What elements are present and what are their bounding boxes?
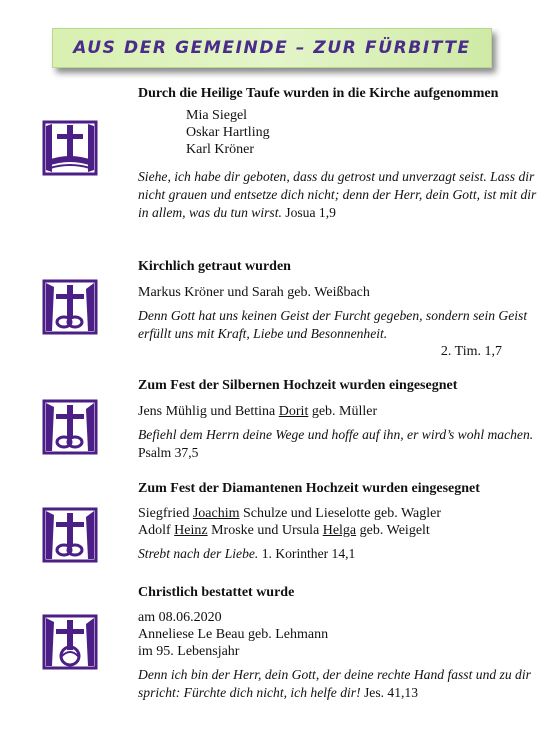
funeral-verse-ref: Jes. 41,13 <box>364 685 419 700</box>
silver-verse: Befiehl dem Herrn deine Wege und hoffe auf ihn, er wird’s wohl machen. <box>138 427 534 442</box>
wedding-verse <box>138 307 538 343</box>
diamond-verse-ref: 1. Korinther 14,1 <box>261 546 356 561</box>
diamond-verse: Strebt nach der Liebe. <box>138 546 259 561</box>
page-title: AUS DER GEMEINDE – ZUR FÜRBITTE <box>73 38 471 58</box>
funeral-verse: Denn ich bin der Herr, dein Gott, der deine rechte Hand fasst und zu dir spricht: Fürchte dich nicht, ich helfe dir! <box>138 667 531 700</box>
diamond-couple-1 <box>138 505 538 522</box>
diamond-callname: Helga <box>322 523 357 538</box>
baptism-icon <box>40 118 100 178</box>
funeral-section <box>138 584 538 702</box>
funeral-age: im 95. Lebensjahr <box>138 644 240 659</box>
header-banner <box>52 28 492 68</box>
silver-couple-text: geb. Müller <box>308 404 378 419</box>
funeral-date: am 08.06.2020 <box>138 610 222 625</box>
funeral-cross-icon <box>40 612 100 672</box>
wedding-rings-cross-icon <box>40 277 100 337</box>
silver-couple <box>138 403 538 420</box>
baptism-verse: Siehe, ich habe dir geboten, dass du getrost und unverzagt seist. Lass dir nicht grauen und entsetze dich nicht; denn der Herr, dein Gott, ist mit dir in allem, was du tun wirst. <box>138 169 537 220</box>
baptism-name: Mia Siegel <box>186 108 248 123</box>
silver-wedding-icon <box>40 397 100 457</box>
diamond-wedding-section <box>138 480 538 563</box>
diamond-wedding-icon <box>40 505 100 565</box>
funeral-verse-block <box>138 666 538 702</box>
baptism-name: Oskar Hartling <box>186 125 270 140</box>
diamond-couple-text: geb. Weigelt <box>356 523 430 538</box>
silver-heading: Zum Fest der Silbernen Hochzeit wurden eingesegnet <box>138 378 458 393</box>
wedding-verse-ref: 2. Tim. 1,7 <box>440 344 502 359</box>
silver-couple-text: Jens Mühlig und Bettina <box>138 404 279 419</box>
baptism-name: Karl Kröner <box>186 142 255 157</box>
funeral-name: Anneliese Le Beau geb. Lehmann <box>138 627 329 642</box>
wedding-verse-text: Denn Gott hat uns keinen Geist der Furcht gegeben, sondern sein Geist erfüllt uns mit Kraft, Liebe und Besonnenheit. <box>138 308 528 341</box>
baptism-heading: Durch die Heilige Taufe wurden in die Kirche aufgenommen <box>138 86 499 101</box>
wedding-section <box>138 258 538 360</box>
diamond-callname: Heinz <box>174 523 208 538</box>
silver-verse-block <box>138 426 538 462</box>
diamond-callname: Joachim <box>192 506 240 521</box>
baptism-section <box>138 85 538 222</box>
diamond-heading: Zum Fest der Diamantenen Hochzeit wurden eingesegnet <box>138 481 480 496</box>
diamond-verse-block <box>138 545 538 563</box>
wedding-couple: Markus Kröner und Sarah geb. Weißbach <box>138 285 370 300</box>
silver-verse-ref: Psalm 37,5 <box>138 445 199 460</box>
diamond-couple-text: Siegfried <box>138 506 193 521</box>
diamond-couple-text: Schulze und Lieselotte geb. Wagler <box>239 506 442 521</box>
wedding-heading: Kirchlich getraut wurden <box>138 259 291 274</box>
diamond-couple-2 <box>138 522 538 539</box>
baptism-verse-ref: Josua 1,9 <box>285 205 336 220</box>
funeral-heading: Christlich bestattet wurde <box>138 585 295 600</box>
silver-wedding-section <box>138 377 538 462</box>
baptism-names <box>138 107 538 158</box>
baptism-verse-block <box>138 168 538 222</box>
diamond-couple-text: Adolf <box>138 523 175 538</box>
silver-couple-callname: Dorit <box>278 404 309 419</box>
diamond-couple-text: Mroske und Ursula <box>207 523 323 538</box>
